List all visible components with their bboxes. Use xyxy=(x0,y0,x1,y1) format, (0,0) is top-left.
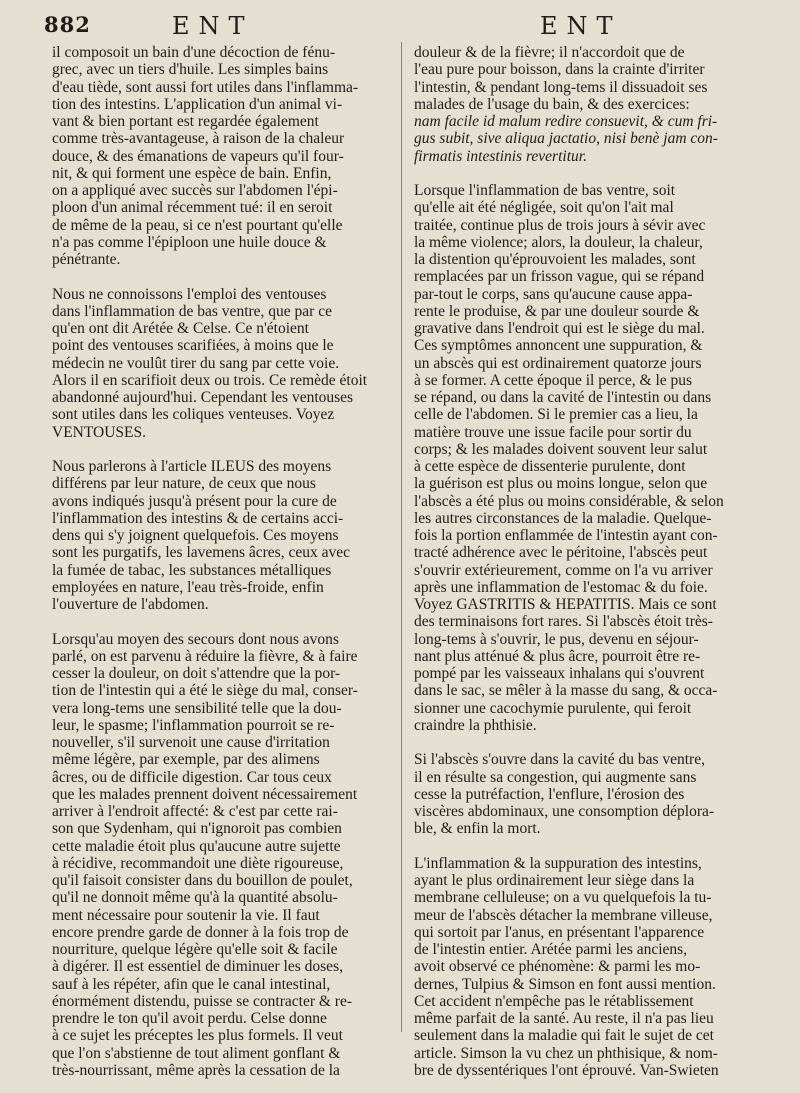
text-line: de même de la peau, si ce n'est pourtant qu'elle xyxy=(52,216,343,234)
text-line: nourriture, quelque légère qu'elle soit & facile xyxy=(52,941,338,958)
text-line: Nous ne connoissons l'emploi des ventouses xyxy=(52,285,327,303)
text-line: Ces symptômes annoncent une suppuration, & xyxy=(414,337,703,355)
text-line: qu'il faisoit consister dans du bouillon de poulet, xyxy=(52,872,353,889)
paragraph-gap xyxy=(414,838,754,855)
text-line: leur, le spasme; l'inflammation pourroit se re- xyxy=(52,716,335,734)
text-line: sont les purgatifs, les lavemens âcres, ceux avec xyxy=(52,544,350,562)
text-line: article. Simson la vu chez un phthisique, & nom- xyxy=(414,1044,718,1062)
text-line: qu'elle ait été négligée, soit qu'on l'ait mal xyxy=(414,199,674,217)
text-line: Voyez GASTRITIS & HEPATITIS. Mais ce sont xyxy=(414,596,717,613)
text-line: nouveller, s'il survenoit une cause d'irritation xyxy=(52,734,330,751)
text-line: nit, & qui forment une espèce de bain. Enfin, xyxy=(52,164,332,182)
text-line: que les malades prennent doivent nécessairement xyxy=(52,785,358,803)
text-line: firmatis intestinis revertitur. xyxy=(414,147,587,165)
text-line: pompé par les vaisseaux inhalans qui s'ouvrent xyxy=(414,665,705,682)
text-line: d'eau tiède, sont aussi fort utiles dans l'inflamma- xyxy=(52,78,359,96)
text-line: cesser la douleur, on doit s'attendre que la por- xyxy=(52,665,341,682)
text-line: l'intestin, & pendant long-tems il dissuadoit ses xyxy=(414,78,708,96)
text-line: même parfait de la santé. Au reste, il n'a pas lieu xyxy=(414,1010,714,1027)
text-line: sauf à les répéter, afin que le canal intestinal, xyxy=(52,975,331,993)
text-line: cette maladie étoit plus qu'aucune autre sujette xyxy=(52,837,341,855)
text-line: son que Sydenham, qui n'ignoroit pas combien xyxy=(52,820,342,838)
page-number: 882 xyxy=(44,12,91,37)
text-line: à digérer. Il est essentiel de diminuer les doses, xyxy=(52,958,343,976)
text-line: corps; & les malades doivent souvent leur salut xyxy=(414,440,708,458)
text-line: différens par leur nature, de ceux que nous xyxy=(52,475,316,493)
text-line: ploon d'un animal récemment tué: il en seroit xyxy=(52,199,333,217)
left-column xyxy=(52,44,392,1079)
text-line: grec, avec un tiers d'huile. Les simples bains xyxy=(52,61,329,79)
text-line: de l'intestin entier. Arétée parmi les anciens, xyxy=(414,941,688,958)
text-line: des terminaisons fort rares. Si l'abscès étoit très- xyxy=(414,613,713,631)
text-line: gus subit, sive aliqua jactatio, nisi benè jam con- xyxy=(414,130,718,148)
text-line: que l'on s'abstienne de tout aliment gonflant & xyxy=(52,1044,341,1062)
text-line: l'eau pure pour boisson, dans la crainte d'irriter xyxy=(414,61,705,79)
text-line: viscères abdominaux, une consomption déplora- xyxy=(414,803,715,820)
text-line: Alors il en scarifioit deux ou trois. Ce remède étoit xyxy=(52,371,368,389)
text-line: douce, & des émanations de vapeurs qu'il four- xyxy=(52,147,344,165)
text-line: comme très-avantageuse, à raison de la chaleur xyxy=(52,130,345,148)
text-line: il composoit un bain d'une décoction de fénu- xyxy=(52,44,336,61)
running-head-right: ENT xyxy=(540,12,622,40)
text-line: nant plus atténué & plus âcre, pourroit être re- xyxy=(414,647,701,665)
running-head-left: ENT xyxy=(172,12,254,40)
text-line: tion des intestins. L'application d'un animal vi- xyxy=(52,95,343,113)
text-line: la distention qu'éprouvoient les malades, sont xyxy=(414,251,696,268)
right-column xyxy=(414,44,754,1079)
text-line: un abscès qui est ordinairement quatorze jours xyxy=(414,354,702,372)
paragraph-gap xyxy=(52,613,392,630)
text-line: Lorsqu'au moyen des secours dont nous avons xyxy=(52,630,339,648)
column-divider xyxy=(401,42,402,1032)
text-line: après une inflammation de l'estomac & du foie. xyxy=(414,578,708,596)
text-line: prendre le ton qu'il avoit perdu. Celse donne xyxy=(52,1010,327,1027)
text-line: L'inflammation & la suppuration des intestins, xyxy=(414,854,702,872)
text-line: vera long-tems une sensibilité telle que la dou- xyxy=(52,699,342,717)
text-line: meur de l'abscès détacher la membrane villeuse, xyxy=(414,906,713,924)
text-line: à récidive, recommandoit une diète rigoureuse, xyxy=(52,854,344,872)
text-line: Cet accident n'empêche pas le rétablissement xyxy=(414,992,694,1010)
text-line: même légère, par exemple, par des alimens xyxy=(52,751,320,769)
text-line: l'ouverture de l'abdomen. xyxy=(52,596,209,613)
text-line: âcres, ou de difficile digestion. Car tous ceux xyxy=(52,768,332,786)
text-line: long-tems à s'ouvrir, le pus, devenu en séjour- xyxy=(414,630,699,648)
text-line: dernes, Tulpius & Simson en font aussi mention. xyxy=(414,975,716,993)
text-line: énormément distendu, puisse se contracter & re- xyxy=(52,992,352,1010)
text-line: avons indiqués jusqu'à présent pour la cure de xyxy=(52,492,337,510)
text-line: sionner une cacochymie purulente, qui feroit xyxy=(414,699,692,717)
text-line: celle de l'abdomen. Si le premier cas a lieu, la xyxy=(414,406,698,424)
text-line: tion de l'intestin qui a été le siège du mal, conser- xyxy=(52,682,358,700)
text-line: parlé, on est parvenu à réduire la fièvre, & à faire xyxy=(52,647,358,665)
paragraph-gap xyxy=(52,441,392,458)
paragraph-gap xyxy=(414,734,754,751)
text-line: arriver à l'endroit affecté: & c'est par cette rai- xyxy=(52,803,338,820)
text-line: à ce sujet les préceptes les plus formels. Il veut xyxy=(52,1027,343,1045)
text-line: cesse la putréfaction, l'enflure, l'érosion des xyxy=(414,785,685,803)
text-line: la fumée de tabac, les substances métalliques xyxy=(52,561,332,579)
text-line: qui sortoit par l'anus, en présentant l'apparence xyxy=(414,923,705,941)
text-line: gravative dans l'endroit qui est le siège du mal. xyxy=(414,320,705,337)
text-line: ment nécessaire pour soutenir la vie. Il faut xyxy=(52,906,320,924)
text-line: craindre la phthisie. xyxy=(414,716,537,734)
text-line: matière trouve une issue facile pour sortir du xyxy=(414,423,692,441)
text-line: s'ouvrir extérieurement, comme on l'a vu arriver xyxy=(414,561,713,579)
text-line: fois la portion enflammée de l'intestin ayant con- xyxy=(414,527,718,544)
text-line: encore prendre garde de donner à la fois trop de xyxy=(52,923,349,941)
text-line: les autres circonstances de la maladie. Quelque- xyxy=(414,509,712,527)
text-line: douleur & de la fièvre; il n'accordoit que de xyxy=(414,44,685,61)
text-line: l'inflammation des intestins & de certains acci- xyxy=(52,509,344,527)
text-line: Si l'abscès s'ouvre dans la cavité du bas ventre, xyxy=(414,751,705,769)
text-line: l'abscès a été plus ou moins considérable, & selon xyxy=(414,492,724,510)
text-line: dens qui s'y joignent quelquefois. Ces moyens xyxy=(52,527,339,544)
text-line: avoit observé ce phénomène: & parmi les mo- xyxy=(414,958,701,976)
paragraph-gap xyxy=(414,165,754,182)
text-line: on a appliqué avec succès sur l'abdomen l'épi- xyxy=(52,182,338,199)
text-line: à cette espèce de dissenterie purulente, dont xyxy=(414,458,686,475)
text-line: abandonné aujourd'hui. Cependant les ventouses xyxy=(52,389,354,406)
text-line: VENTOUSES. xyxy=(52,423,147,441)
text-line: à se former. A cette époque il perce, & le pus xyxy=(414,371,693,389)
text-line: Lorsque l'inflammation de bas ventre, soit xyxy=(414,182,676,199)
text-line: nam facile id malum redire consuevit, & cum fri- xyxy=(414,113,718,130)
text-line: la même violence; alors, la douleur, la chaleur, xyxy=(414,233,703,251)
paragraph-gap xyxy=(52,268,392,285)
text-line: membrane celluleuse; on a vu quelquefois la tu- xyxy=(414,889,712,907)
text-line: par-tout le corps, sans qu'aucune cause appa- xyxy=(414,285,693,303)
text-line: vant & bien portant est regardée également xyxy=(52,113,319,130)
text-line: ble, & enfin la mort. xyxy=(414,820,541,838)
text-line: sont utiles dans les coliques venteuses. Voyez xyxy=(52,406,335,424)
text-line: traitée, continue plus de trois jours à sévir avec xyxy=(414,216,706,234)
page-header xyxy=(0,8,800,44)
text-line: point des ventouses scarifiées, à moins que le xyxy=(52,337,334,355)
text-line: la guérison est plus ou moins longue, selon que xyxy=(414,475,708,493)
text-line: se répand, ou dans la cavité de l'intestin ou dans xyxy=(414,389,712,406)
text-line: employées en nature, l'eau très-froide, enfin xyxy=(52,578,324,596)
text-line: il en résulte sa congestion, qui augmente sans xyxy=(414,768,697,786)
text-line: très-nourrissant, même après la cessation de la xyxy=(52,1061,340,1079)
text-line: qu'il ne donnoit même qu'à la quantité absolu- xyxy=(52,889,338,907)
text-line: malades de l'usage du bain, & des exercices: xyxy=(414,95,690,113)
text-line: dans l'inflammation de bas ventre, que par ce xyxy=(52,302,332,320)
text-line: n'a pas comme l'épiploon une huile douce & xyxy=(52,233,327,251)
text-line: pénétrante. xyxy=(52,251,121,268)
text-line: seulement dans la maladie qui fait le sujet de cet xyxy=(414,1027,714,1045)
text-line: Nous parlerons à l'article ILEUS des moyens xyxy=(52,458,332,475)
text-line: dans le sac, se mêler à la masse du sang, & occa- xyxy=(414,682,718,700)
text-line: médecin ne voulût tirer du sang par cette voie. xyxy=(52,354,340,372)
text-line: tracté adhérence avec le péritoine, l'abscès peut xyxy=(414,544,708,562)
text-line: bre de dyssentériques l'ont éprouvé. Van-Swieten xyxy=(414,1061,719,1079)
text-line: remplacées par un frisson vague, qui se répand xyxy=(414,268,705,286)
text-line: rente le produise, & par une douleur sourde & xyxy=(414,302,700,320)
text-line: qu'en ont dit Arétée & Celse. Ce n'étoient xyxy=(52,320,309,337)
text-line: ayant le plus ordinairement leur siège dans la xyxy=(414,872,695,889)
